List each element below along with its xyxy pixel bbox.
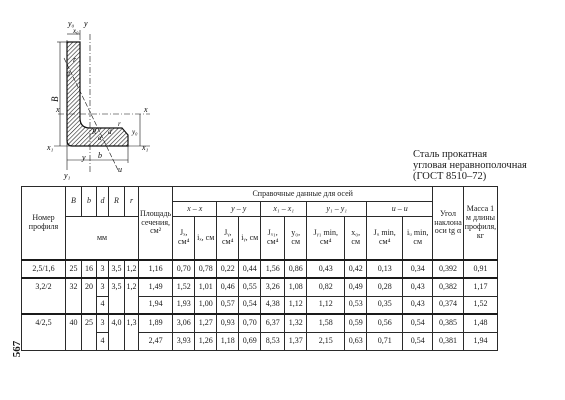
cell-x0: 0,49 [345,278,367,296]
label-R: R [92,128,97,136]
cell-Jx1: 6,37 [261,314,285,332]
cell-b [82,332,97,350]
title-line-3: (ГОСТ 8510–72) [413,171,487,182]
label-x0: x₀ [73,27,79,35]
cell-y0: 1,08 [285,278,307,296]
header-axis-yy: y – y [217,202,261,217]
label-u-top: u [66,69,70,78]
cell-r: 1,2 [125,278,139,296]
cell-mass: 0,91 [463,260,497,278]
header-reference-data: Справочные данные для осей [173,187,433,202]
cell-B: 25 [66,260,82,278]
header-Jy1min: Jᵧ₁ min, см⁴ [307,217,345,261]
cell-b [82,296,97,314]
cell-iumin: 0,54 [403,332,433,350]
cell-r: 1,2 [125,260,139,278]
cell-Jx: 1,93 [173,296,195,314]
header-axis-uu: u – u [367,202,433,217]
header-y0: y₀, см [285,217,307,261]
label-b: b [98,151,102,160]
cell-iumin: 0,54 [403,314,433,332]
cell-Jx1: 4,38 [261,296,285,314]
cell-b: 20 [82,278,97,296]
cell-d: 3 [97,314,109,332]
cell-R: 3,5 [109,278,125,296]
cell-y0: 1,37 [285,332,307,350]
label-B: B [50,96,60,102]
cell-area: 1,89 [139,314,173,332]
label-x-left: x [56,105,60,114]
cell-Jy: 0,57 [217,296,239,314]
cell-tg-alpha: 0,392 [433,260,464,278]
cell-Jy1min: 1,58 [307,314,345,332]
cell-b: 25 [82,314,97,332]
label-y-bottom: y [82,153,86,162]
cell-d: 3 [97,260,109,278]
cell-Jx: 3,06 [173,314,195,332]
cell-y0: 0,86 [285,260,307,278]
cell-Jy: 1,18 [217,332,239,350]
cell-Jumin: 0,56 [367,314,403,332]
table-row [22,332,498,350]
header-mass: Масса 1 м длины профиля, кг [463,187,497,261]
cell-Jx: 0,70 [173,260,195,278]
header-r: r [125,187,139,217]
cell-area: 1,49 [139,278,173,296]
cell-r: 1,3 [125,314,139,332]
document-title [413,149,561,182]
label-y0-top: y₀ [68,19,75,28]
cell-r [125,296,139,314]
cell-profile: 2,5/1,6 [22,260,66,278]
cell-d: 3 [97,278,109,296]
cell-x0: 0,53 [345,296,367,314]
header-iumin: iᵤ min, см [403,217,433,261]
cell-ix: 1,00 [195,296,217,314]
cell-Jy1min: 0,82 [307,278,345,296]
label-x1-right: x₁ [142,143,149,152]
cell-mass: 1,48 [463,314,497,332]
cell-iumin: 0,34 [403,260,433,278]
table-row [22,278,498,296]
cell-R [109,332,125,350]
header-axis-xx: x – x [173,202,217,217]
profile-data-table [21,186,498,351]
label-x-right: x [144,105,148,114]
header-unit-mm: мм [66,217,139,261]
cell-B: 40 [66,314,82,332]
header-Jx1: Jₓ₁, см⁴ [261,217,285,261]
cell-B: 32 [66,278,82,296]
cell-area: 1,16 [139,260,173,278]
header-profile: Номер профиля [22,187,66,261]
cell-R: 4,0 [109,314,125,332]
cell-r [125,332,139,350]
cell-area: 1,94 [139,296,173,314]
cell-profile: 4/2,5 [22,314,66,332]
cell-iy: 0,69 [239,332,261,350]
cell-x0: 0,42 [345,260,367,278]
cell-profile [22,296,66,314]
cell-tg-alpha: 0,381 [433,332,464,350]
cell-y0: 1,32 [285,314,307,332]
header-d: d [97,187,109,217]
page-number: 567 [11,340,23,358]
cell-iy: 0,54 [239,296,261,314]
cell-ix: 1,01 [195,278,217,296]
cell-x0: 0,59 [345,314,367,332]
label-y-top: y [84,19,88,28]
cell-iumin: 0,43 [403,278,433,296]
title-line-2: угловая неравнополочная [413,160,527,171]
header-Jx: Jₓ, см⁴ [173,217,195,261]
cell-R: 3,5 [109,260,125,278]
label-r-right: r [118,120,121,128]
cell-Jumin: 0,28 [367,278,403,296]
cell-iy: 0,55 [239,278,261,296]
label-u-bottom: u [118,165,122,174]
label-x1-left: x₁ [47,143,54,152]
header-area: Площадь сечения, см² [139,187,173,261]
cell-Jy: 0,22 [217,260,239,278]
title-line-1: Сталь прокатная [413,149,488,160]
header-B: B [66,187,82,217]
cell-Jx1: 1,56 [261,260,285,278]
cell-Jx1: 8,53 [261,332,285,350]
cell-Jumin: 0,71 [367,332,403,350]
table-row [22,314,498,332]
cell-Jx: 1,52 [173,278,195,296]
cell-ix: 1,27 [195,314,217,332]
cell-d: 4 [97,332,109,350]
cell-profile: 3,2/2 [22,278,66,296]
cell-profile [22,332,66,350]
cell-Jumin: 0,35 [367,296,403,314]
cell-iumin: 0,43 [403,296,433,314]
cell-d: 4 [97,296,109,314]
cell-mass: 1,94 [463,332,497,350]
cell-iy: 0,70 [239,314,261,332]
cell-iy: 0,44 [239,260,261,278]
cell-tg-alpha: 0,382 [433,278,464,296]
header-R: R [109,187,125,217]
angle-section-shape [67,42,128,146]
header-Jumin: Jᵤ min, см⁴ [367,217,403,261]
cell-Jy1min: 1,12 [307,296,345,314]
cell-Jy: 0,46 [217,278,239,296]
cell-B [66,296,82,314]
cell-tg-alpha: 0,374 [433,296,464,314]
cell-Jx: 3,93 [173,332,195,350]
cell-R [109,296,125,314]
header-ix: iₓ, см [195,217,217,261]
label-alpha: α [98,134,102,142]
header-angle: Угол наклона оси tg α [433,187,464,261]
cell-mass: 1,52 [463,296,497,314]
cell-b: 16 [82,260,97,278]
table-row [22,296,498,314]
label-y0-right: y₀ [132,128,138,136]
label-d: d [108,128,112,136]
cell-Jumin: 0,13 [367,260,403,278]
cell-y0: 1,12 [285,296,307,314]
header-x0: x₀, см [345,217,367,261]
cell-ix: 0,78 [195,260,217,278]
cell-Jx1: 3,26 [261,278,285,296]
header-axis-y1y1: y₁ – y₁ [307,202,367,217]
label-y1-bottom: y₁ [64,171,71,180]
cell-Jy1min: 2,15 [307,332,345,350]
cell-B [66,332,82,350]
cell-x0: 0,63 [345,332,367,350]
cell-tg-alpha: 0,385 [433,314,464,332]
cell-area: 2,47 [139,332,173,350]
header-axis-x1x1: x₁ – x₁ [261,202,307,217]
header-Jy: Jᵧ, см⁴ [217,217,239,261]
table-row [22,260,498,278]
cell-mass: 1,17 [463,278,497,296]
cell-Jy: 0,93 [217,314,239,332]
cell-Jy1min: 0,43 [307,260,345,278]
header-iy: iᵧ, см [239,217,261,261]
header-b: b [82,187,97,217]
cell-ix: 1,26 [195,332,217,350]
label-r: r [73,55,77,64]
